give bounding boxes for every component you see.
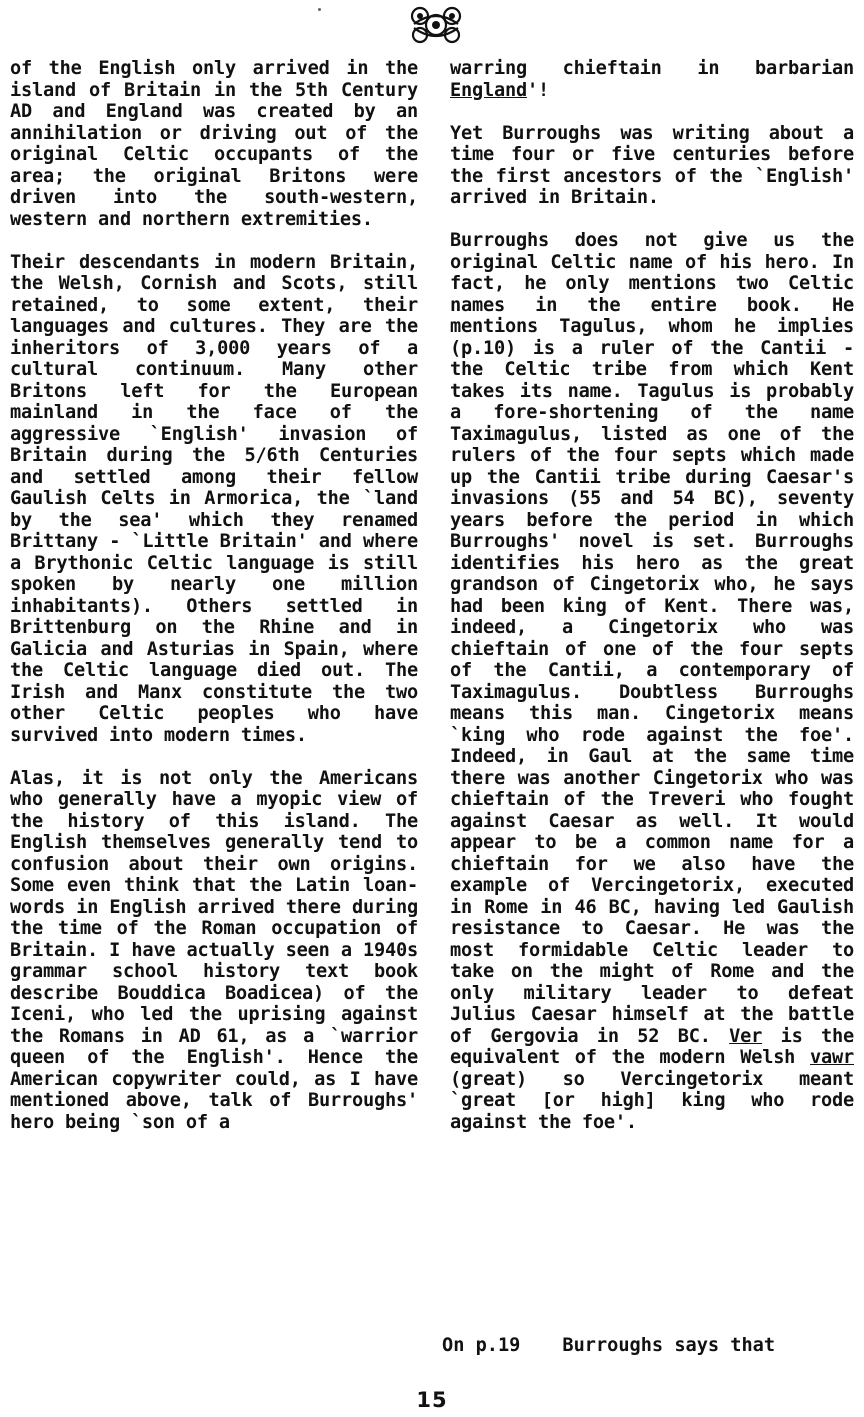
text-run: '! <box>526 79 549 101</box>
underlined-word-ver: Ver <box>729 1025 763 1047</box>
right-column-trailing-line <box>442 1335 852 1357</box>
right-paragraph-2: Yet Burroughs was writing about a time four or five centuries before the first ancestors of the `English' arrived in Britain. <box>450 122 854 208</box>
right-text-column <box>450 58 854 1155</box>
text-run: warring chieftain in barbarian <box>450 58 854 79</box>
left-paragraph-2: Their descendants in modern Britain, the Welsh, Cornish and Scots, still retained, to some extent, their languages and cultures. They are the inheritors of 3,000 years of a cultural continuum. Many other Britons left for the European mainland in the face of the aggressive `English' invasion of Britain during the 5/6th Centuries and settled among their fellow Gaulish Celts in Armorica, the `land by the sea' which they renamed Brittany - `Little Britain' and where a Brythonic Celtic language is still spoken by nearly one million inhabitants). Others settled in Brittenburg on the Rhine and in Galicia and Asturias in Spain, where the Celtic language died out. The Irish and Manx constitute the two other Celtic peoples who have survived into modern times. <box>10 251 418 746</box>
celtic-knot-ornament-icon <box>408 4 464 46</box>
text-run: Burroughs does not give us the original Celtic name of his hero. In fact, he only mentions two Celtic names in the entire book. He mentions Tagulus, whom he implies (p.10) is a ruler of the Cantii - the Celtic tribe from which Kent takes its name. Tagulus is probably a fore-shortening of the name Taximagulus, listed as one of the rulers of the four septs which made up the Cantii tribe during Caesar's invasions (55 and 54 BC), seventy years before the period in which Burroughs' novel is set. Burroughs identifies his hero as the great grandson of Cingetorix who, he says had been king of Kent. There was, indeed, a Cingetorix who was chieftain of one of the four septs of the Cantii, a contemporary of Taximagulus. Doubtless Burroughs means this man. Cingetorix means `king who rode against the foe'. Indeed, in Gaul at the same time there was another Cingetorix who was chieftain of the Treveri who fought against Caesar as well. It would appear to be a common name for a chieftain for we also have the example of Vercingetorix, executed in Rome in 46 BC, having led Gaulish resistance to Caesar. He was the most formidable Celtic leader to take on the might of Rome and the only military leader to defeat Julius Caesar himself at the battle of Gergovia in 52 BC. <box>450 230 854 1047</box>
right-paragraph-3 <box>450 230 854 1133</box>
text-run: is the equivalent of the modern Welsh <box>450 1025 854 1068</box>
text-run: Burroughs says that <box>562 1335 776 1356</box>
left-paragraph-1: of the English only arrived in the island of Britain in the 5th Century AD and England was created by an annihilation or driving out of the original Celtic occupants of the area; the original Britons were driven into the south-western, western and northern extremities. <box>10 58 418 230</box>
left-text-column <box>10 58 418 1155</box>
text-run: On p.19 <box>442 1335 521 1356</box>
text-run: (great) so Vercingetorix meant `great [or high] king who rode against the foe'. <box>450 1068 854 1133</box>
paper-speck <box>318 8 321 11</box>
page-number: 15 <box>416 1388 448 1412</box>
underlined-word-vawr: vawr <box>810 1047 854 1068</box>
right-paragraph-1 <box>450 58 854 101</box>
left-paragraph-3: Alas, it is not only the Americans who generally have a myopic view of the history of this island. The English themselves generally tend to confusion about their own origins. Some even think that the Latin loan-words in English arrived there during the time of the Roman occupation of Britain. I have actually seen a 1940s grammar school history text book describe Bouddica Boadicea) of the Iceni, who led the uprising against the Romans in AD 61, as a `warrior queen of the English'. Hence the American copywriter could, as I have mentioned above, talk of Burroughs' hero being `son of a <box>10 767 418 1133</box>
underlined-word-england: England <box>450 79 527 101</box>
